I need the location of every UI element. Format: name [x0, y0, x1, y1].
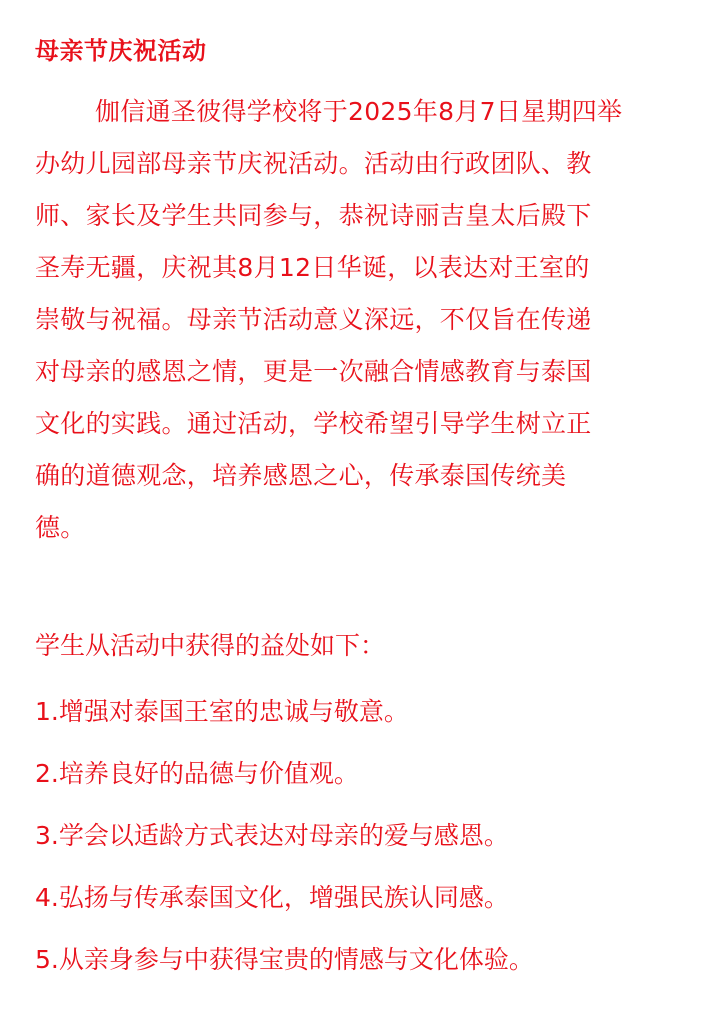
paragraph-line: 对母亲的感恩之情，更是一次融合情感教育与泰国 — [35, 357, 592, 386]
paragraph-line: 德。 — [35, 513, 86, 542]
paragraph-line: 崇敬与祝福。母亲节活动意义深远，不仅旨在传递 — [35, 305, 592, 334]
list-item: 1.增强对泰国王室的忠诚与敬意。 — [35, 697, 409, 726]
paragraph-line: 确的道德观念，培养感恩之心，传承泰国传统美 — [35, 461, 567, 490]
benefits-heading: 学生从活动中获得的益处如下： — [35, 631, 386, 660]
list-item: 2.培养良好的品德与价值观。 — [35, 759, 359, 788]
paragraph-line: 文化的实践。通过活动，学校希望引导学生树立正 — [35, 409, 592, 438]
paragraph-line: 伽信通圣彼得学校将于2025年8月7日星期四举 — [95, 97, 623, 126]
paragraph-line: 圣寿无疆，庆祝其8月12日华诞，以表达对王室的 — [35, 253, 590, 282]
document-title: 母亲节庆祝活动 — [35, 37, 207, 65]
paragraph-line: 办幼儿园部母亲节庆祝活动。活动由行政团队、教 — [35, 149, 592, 178]
list-item: 4.弘扬与传承泰国文化，增强民族认同感。 — [35, 883, 509, 912]
list-item: 3.学会以适龄方式表达对母亲的爱与感恩。 — [35, 821, 509, 850]
list-item: 5.从亲身参与中获得宝贵的情感与文化体验。 — [35, 945, 534, 974]
intro-paragraph — [35, 93, 695, 561]
paragraph-line: 师、家长及学生共同参与，恭祝诗丽吉皇太后殿下 — [35, 201, 592, 230]
benefits-list — [35, 693, 534, 1003]
